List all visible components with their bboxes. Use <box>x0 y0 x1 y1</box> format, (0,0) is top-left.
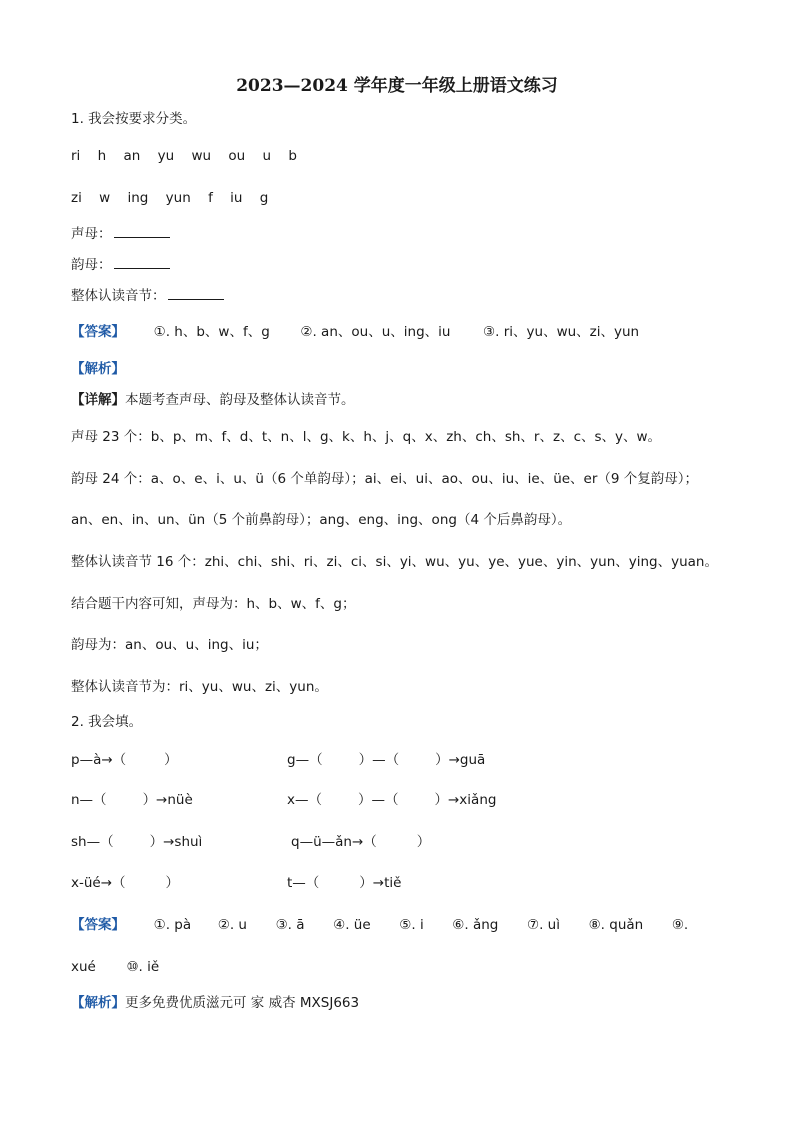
item-text: q—ü—ǎn→（ <box>291 834 377 850</box>
item-text: ）→tiě <box>359 875 402 891</box>
yunmu-blank[interactable] <box>114 256 170 269</box>
pinyin-token: g <box>259 190 269 206</box>
detail-text: 本题考查声母、韵母及整体认读音节。 <box>125 392 355 408</box>
zhengti-label: 整体认读音节： <box>71 288 166 304</box>
pinyin-token: zi <box>71 190 82 206</box>
conclusion-zhengti: 整体认读音节为：ri、yu、wu、zi、yun。 <box>71 679 328 695</box>
shengmu-blank[interactable] <box>114 225 170 238</box>
answer-item: ⑤. i <box>399 917 424 933</box>
pinyin-token: yu <box>157 148 175 164</box>
q2-item-4 <box>287 791 496 809</box>
pinyin-token: u <box>262 148 272 164</box>
q2-answer-line <box>71 916 688 934</box>
zhengti-list: 整体认读音节 16 个：zhi、chi、shi、ri、zi、ci、si、yi、wu、yu、ye、yue、yin、yun、ying、yuan。 <box>71 554 718 570</box>
pinyin-token: b <box>288 148 297 164</box>
answer-item: ⑥. ǎng <box>452 917 499 933</box>
pinyin-token: w <box>99 190 111 206</box>
yunmu-list-1: 韵母 24 个：a、o、e、i、u、ü（6 个单韵母）；ai、ei、ui、ao、ou、iu、ie、üe、er（9 个复韵母）； <box>71 471 699 487</box>
answer-item: ③. ri、yu、wu、zi、yun <box>483 324 640 340</box>
analysis-tag: 【解析】 <box>71 361 125 377</box>
answer-item: ⑦. uì <box>526 917 560 933</box>
item-text: ）—（ <box>358 792 399 808</box>
q2-item-5 <box>71 833 202 851</box>
answer-item: ⑩. iě <box>126 959 160 975</box>
item-text: g—（ <box>287 752 323 768</box>
q2-answer-line-2 <box>71 958 159 976</box>
yunmu-label: 韵母： <box>71 257 112 273</box>
item-text: ） <box>164 752 178 768</box>
item-text: p—à→（ <box>71 752 127 768</box>
q2-item-3 <box>71 791 193 809</box>
shengmu-label: 声母： <box>71 226 112 242</box>
item-text: ）→nüè <box>142 792 193 808</box>
item-text: ）—（ <box>358 752 400 768</box>
q1-shengmu-line <box>71 225 170 243</box>
item-text: ）→xiǎng <box>434 792 497 808</box>
q1-yunmu-line <box>71 256 170 274</box>
pinyin-token: ou <box>228 148 246 164</box>
conclusion-shengmu: 结合题干内容可知，声母为：h、b、w、f、g； <box>71 596 356 612</box>
answer-item: ③. ā <box>275 917 305 933</box>
q2-analysis-line <box>71 994 359 1012</box>
page-title: 2023—2024 学年度一年级上册语文练习 <box>236 76 558 96</box>
pinyin-token: yun <box>165 190 191 206</box>
q2-item-6 <box>291 833 430 851</box>
q1-analysis-tag <box>71 360 125 378</box>
q2-item-1 <box>71 751 178 769</box>
item-text: sh—（ <box>71 834 114 850</box>
q1-pinyin-row-1 <box>71 147 310 165</box>
shengmu-list: 声母 23 个：b、p、m、f、d、t、n、l、g、k、h、j、q、x、zh、ch、sh、r、z、c、s、y、w。 <box>71 429 662 445</box>
item-text: x—（ <box>287 792 322 808</box>
item-text: t—（ <box>287 875 320 891</box>
q1-zhengti-line <box>71 287 224 305</box>
q1-stem: 1. 我会按要求分类。 <box>71 111 197 127</box>
analysis-tag: 【解析】 <box>71 995 125 1011</box>
item-text: x-üé→（ <box>71 875 126 891</box>
q2-item-7 <box>71 874 179 892</box>
answer-item: ②. u <box>217 917 247 933</box>
item-text: ） <box>416 834 431 850</box>
item-text: n—（ <box>71 792 107 808</box>
analysis-text: 更多免费优质滋元可 家 威杏 MXSJ663 <box>125 995 360 1011</box>
q1-answer-line <box>71 323 639 341</box>
answer-item: ④. üe <box>333 917 371 933</box>
answer-item: ⑨. <box>671 917 689 933</box>
pinyin-token: h <box>97 148 107 164</box>
q2-item-8 <box>287 874 401 892</box>
zhengti-blank[interactable] <box>168 287 224 300</box>
pinyin-token: ri <box>71 148 81 164</box>
q2-stem: 2. 我会填。 <box>71 714 143 730</box>
answer-tag: 【答案】 <box>71 917 125 933</box>
detail-tag: 【详解】 <box>71 392 125 408</box>
pinyin-token: iu <box>230 190 243 206</box>
yunmu-list-2: an、en、in、un、ün（5 个前鼻韵母）；ang、eng、ing、ong（4 个后鼻韵母）。 <box>71 512 572 528</box>
answer-item: ⑧. quǎn <box>588 917 644 933</box>
pinyin-token: ing <box>127 190 149 206</box>
pinyin-token: wu <box>191 148 212 164</box>
pinyin-token: an <box>123 148 141 164</box>
conclusion-yunmu: 韵母为：an、ou、u、ing、iu； <box>71 637 268 653</box>
item-text: ） <box>165 875 180 891</box>
q2-item-2 <box>287 751 485 769</box>
answer-item: ①. h、b、w、f、g <box>153 324 270 340</box>
pinyin-token: f <box>208 190 213 206</box>
q1-pinyin-row-2 <box>71 189 281 207</box>
answer-tag: 【答案】 <box>71 324 125 340</box>
item-text: ）→shuì <box>149 834 203 850</box>
answer-item: ②. an、ou、u、ing、iu <box>300 324 451 340</box>
q1-detail-line <box>71 391 355 409</box>
answer-item: xué <box>71 959 96 975</box>
answer-item: ①. pà <box>153 917 192 933</box>
item-text: ）→guā <box>435 752 486 768</box>
